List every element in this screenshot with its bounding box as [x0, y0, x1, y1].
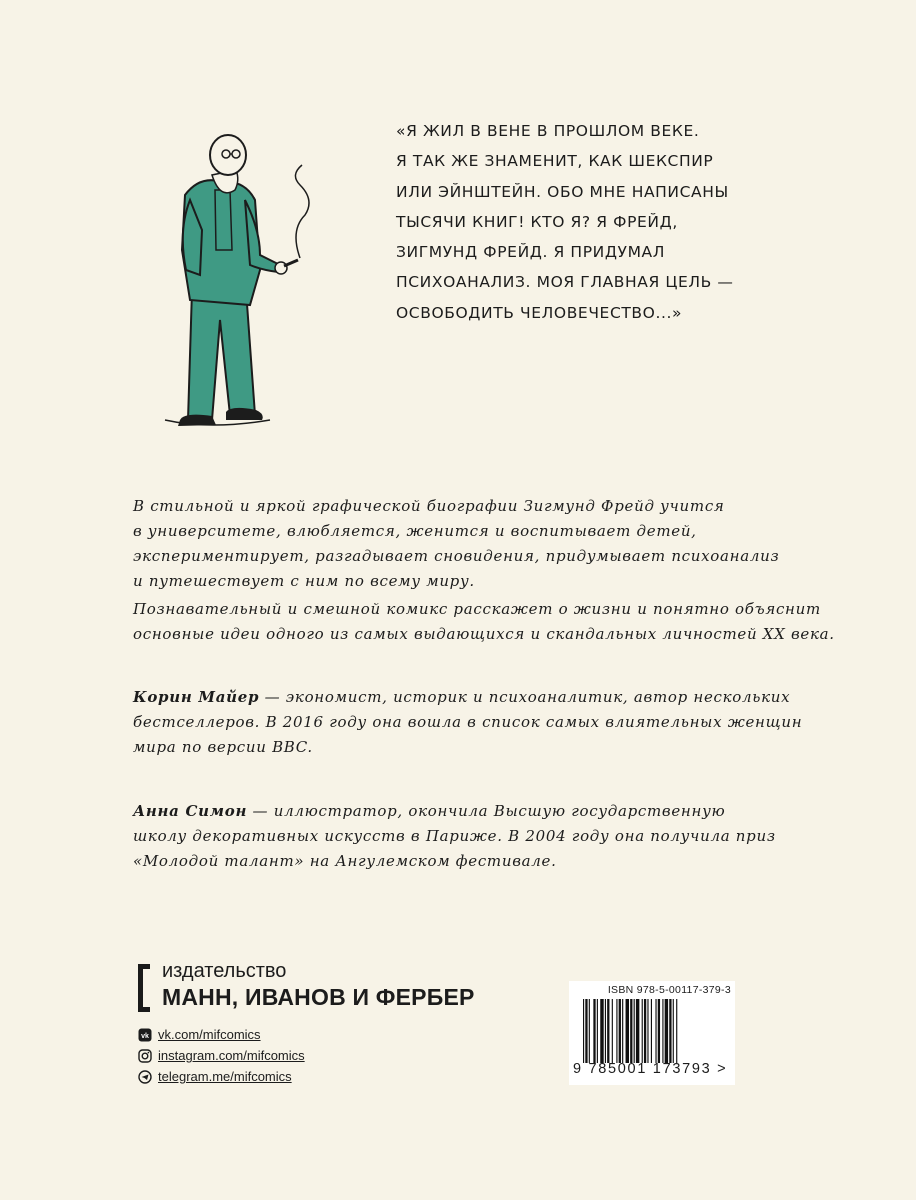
barcode-bar [583, 999, 584, 1063]
freud-quote [396, 116, 756, 328]
cigar [284, 260, 298, 266]
trousers [188, 290, 255, 420]
author-line: бестселлеров. В 2016 году она вошла в список самых влиятельных женщин [133, 713, 803, 731]
telegram-link[interactable]: telegram.me/mifcomics [158, 1069, 292, 1084]
quote-line: ОСВОБОДИТЬ ЧЕЛОВЕЧЕСТВО...» [396, 303, 683, 322]
barcode-bar [662, 999, 663, 1063]
illustrator-name: Анна Симон [133, 802, 248, 820]
social-link-vk[interactable] [138, 1024, 305, 1045]
social-link-telegram[interactable] [138, 1066, 305, 1087]
description-line: в университете, влюбляется, женится и воспитывает детей, [133, 522, 697, 540]
telegram-icon [138, 1070, 152, 1084]
illustrator-bio [133, 799, 776, 874]
barcode-bar [607, 999, 609, 1063]
description-paragraph-1 [133, 494, 779, 594]
barcode-bar [616, 999, 617, 1063]
barcode-bar [647, 999, 648, 1063]
barcode-bar [676, 999, 677, 1063]
freud-illustration [150, 120, 340, 440]
barcode-bar [605, 999, 606, 1063]
barcode-bar [622, 999, 623, 1063]
smoke [295, 165, 309, 258]
description-line: основные идеи одного из самых выдающихся и скандальных личностей XX века. [133, 625, 835, 643]
barcode-bar [589, 999, 590, 1063]
barcode-bar [658, 999, 660, 1063]
waistcoat [215, 190, 232, 250]
quote-line: «Я ЖИЛ В ВЕНЕ В ПРОШЛОМ ВЕКЕ. [396, 122, 700, 140]
right-arm [245, 200, 280, 272]
barcode-bar [630, 999, 632, 1063]
description-line: Познавательный и смешной комикс расскажет о жизни и понятно объяснит [133, 600, 821, 618]
barcode-bar [644, 999, 646, 1063]
barcode-bar [593, 999, 595, 1063]
barcode-bar [655, 999, 656, 1063]
social-links [138, 1024, 305, 1087]
publisher-name: МАНН, ИВАНОВ И ФЕРБЕР [162, 984, 475, 1010]
vk-icon [138, 1028, 152, 1042]
barcode-bar [651, 999, 652, 1063]
isbn-barcode [569, 981, 735, 1085]
svg-text:vk: vk [141, 1032, 149, 1040]
isbn-label: ISBN 978-5-00117-379-3 [607, 984, 731, 996]
barcode-bar [636, 999, 639, 1063]
isbn-digits: 9 785001 173793 > [573, 1061, 728, 1077]
barcode-bar [634, 999, 635, 1063]
illustrator-line: «Молодой талант» на Ангулемском фестивале. [133, 852, 557, 870]
shoe-left [178, 415, 216, 426]
barcode-bars [583, 999, 723, 1063]
quote-line: ТЫСЯЧИ КНИГ! КТО Я? Я ФРЕЙД, [396, 212, 678, 231]
description-line: В стильной и яркой графической биографии Зигмунд Фрейд учится [133, 497, 725, 515]
author-line: Корин Майер — экономист, историк и психоаналитик, автор нескольких [133, 688, 791, 706]
barcode-bar [673, 999, 674, 1063]
barcode-bar [642, 999, 643, 1063]
barcode-bar [597, 999, 598, 1063]
instagram-icon [138, 1049, 152, 1063]
illustrator-line: школу декоративных искусств в Париже. В 2004 году она получила приз [133, 827, 776, 845]
barcode-bar [600, 999, 603, 1063]
barcode-bar [665, 999, 668, 1063]
author-bio [133, 685, 802, 760]
barcode-bar [626, 999, 629, 1063]
quote-line: ПСИХОАНАЛИЗ. МОЯ ГЛАВНАЯ ЦЕЛЬ — [396, 273, 734, 292]
description-paragraph-2 [133, 597, 835, 647]
vk-link[interactable]: vk.com/mifcomics [158, 1027, 261, 1042]
publisher-bracket-icon [138, 964, 150, 1012]
instagram-link[interactable]: instagram.com/mifcomics [158, 1048, 305, 1063]
publisher-prefix: издательство [162, 960, 287, 982]
illustrator-line: Анна Симон — иллюстратор, окончила Высшую государственную [133, 802, 726, 820]
description-line: экспериментирует, разгадывает сновидения, придумывает психоанализ [133, 547, 780, 565]
barcode-bar [585, 999, 587, 1063]
description-line: и путешествует с ним по всему миру. [133, 572, 475, 590]
social-link-instagram[interactable] [138, 1045, 305, 1066]
barcode-bar [619, 999, 621, 1063]
barcode-bar [612, 999, 613, 1063]
quote-line: Я ТАК ЖЕ ЗНАМЕНИТ, КАК ШЕКСПИР [396, 152, 714, 171]
hand [275, 262, 287, 274]
author-name: Корин Майер [133, 688, 260, 706]
author-line: мира по версии BBC. [133, 738, 313, 756]
quote-line: ЗИГМУНД ФРЕЙД. Я ПРИДУМАЛ [396, 243, 666, 262]
quote-line: ИЛИ ЭЙНШТЕЙН. ОБО МНЕ НАПИСАНЫ [396, 182, 729, 201]
barcode-bar [669, 999, 671, 1063]
shoe-right [226, 408, 263, 420]
